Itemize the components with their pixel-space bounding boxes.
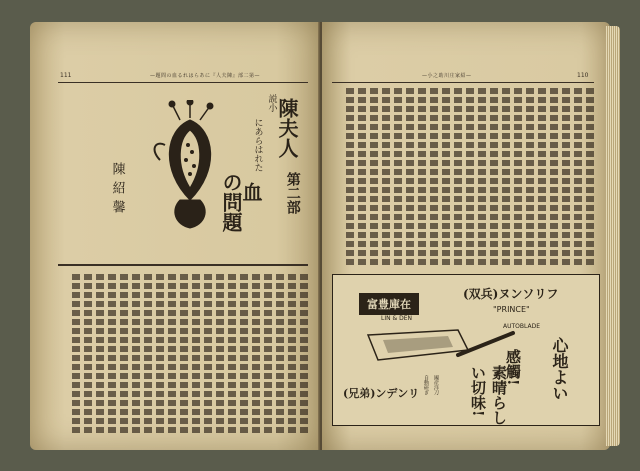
ad-small-1: 國産洋刀	[433, 375, 439, 395]
title-main: 陳夫人	[275, 98, 299, 158]
razor-advertisement	[332, 274, 600, 426]
ad-slogan-3: 素晴らしい切味!	[469, 365, 508, 425]
page-edges	[606, 26, 620, 446]
running-head: —題問の血るれはらあに『人夫陳』部二第—	[150, 73, 261, 79]
illustration-plant	[150, 100, 230, 230]
column-label: 説小	[266, 94, 277, 112]
ad-box-title: 富豊庫在	[359, 293, 419, 315]
ad-slogan-1: 心地よい	[550, 337, 569, 401]
author-name: 陳紹馨	[109, 162, 125, 219]
title-end: の問題	[219, 172, 243, 232]
ad-maker: (兄弟)ンデンリ	[343, 387, 420, 400]
title-mid: にあらはれた	[252, 118, 263, 172]
ad-brand: (双兵)ヌンソリフ	[463, 287, 559, 301]
running-head: —小之助川庄家紹—	[422, 73, 472, 79]
right-page	[322, 22, 610, 450]
ad-prince: "PRINCE"	[493, 305, 530, 314]
header-rule	[332, 82, 594, 83]
section-rule	[58, 264, 308, 266]
left-page	[30, 22, 320, 450]
ad-small-2: 自動研ぎ	[423, 375, 429, 395]
ad-slogan-2: 感觸!	[504, 349, 522, 386]
body-text-block	[60, 274, 308, 434]
page-number: 111	[60, 72, 72, 79]
header-rule	[58, 82, 308, 83]
ad-lin-den: LIN & DEN	[381, 315, 412, 322]
body-text-block	[332, 88, 594, 268]
page-number: 110	[577, 72, 589, 79]
title-blood: 血	[239, 182, 263, 202]
title-suffix: 第二部	[284, 172, 301, 214]
ad-autoblade: AUTOBLADE	[503, 323, 540, 330]
open-book	[22, 14, 622, 454]
